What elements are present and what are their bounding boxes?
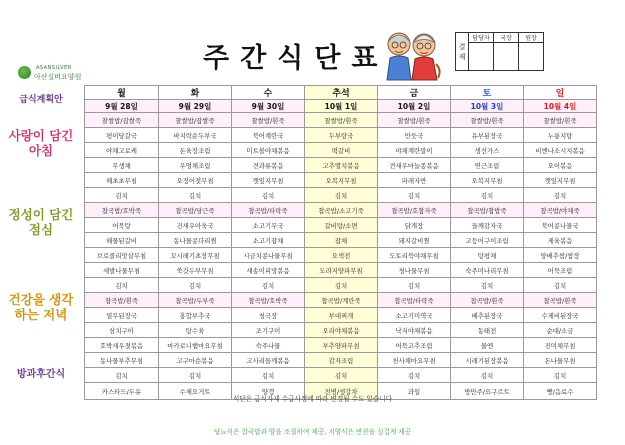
menu-item-cell: 야채계란말이: [378, 143, 451, 158]
menu-item-cell: 생선가스: [451, 143, 524, 158]
day-header-row: [85, 86, 597, 100]
snack-item-cell: 방만주/요구르트: [451, 383, 524, 400]
menu-item-cell: 탕평채: [451, 248, 524, 263]
snack-item-cell: 양갱: [232, 383, 305, 400]
menu-item-cell: 김치: [305, 368, 378, 383]
signature-cell[interactable]: [469, 43, 494, 71]
facility-logo: [18, 66, 102, 82]
menu-item-cell: 낙지야채볶음: [378, 323, 451, 338]
menu-item-cell: 바지락순두부국: [159, 128, 232, 143]
snack-item-cell: 카스타드/두유: [85, 383, 159, 400]
date-cell: 9월 28일: [85, 100, 159, 113]
menu-item-cell: 조기구이: [232, 323, 305, 338]
menu-item-cell: 세발나물무침: [85, 263, 159, 278]
menu-item-cell: 새송이피망볶음: [232, 263, 305, 278]
menu-row: [85, 263, 597, 278]
menu-item-cell: 닭개장: [378, 218, 451, 233]
approval-signature-box: [455, 32, 544, 71]
breakfast-label: 사랑이 담긴 아침: [8, 128, 74, 158]
menu-item-cell: 찹곡밥/당근죽: [159, 203, 232, 218]
lunch-section: [85, 203, 597, 293]
menu-change-notice: 식단은 급식자재 수급사정에 따라 변경될 수도 있습니다: [232, 395, 393, 403]
menu-item-cell: 파래자반: [378, 173, 451, 188]
menu-item-cell: 오복지무침: [451, 173, 524, 188]
menu-item-cell: 탕수육: [159, 323, 232, 338]
date-cell: 9월 30일: [232, 100, 305, 113]
snack-item-cell: 빵/음료수: [524, 383, 597, 400]
menu-item-cell: 찹곡밥/타락죽: [378, 293, 451, 308]
diet-guidance-note: 당뇨식은 잡곡밥과 양을 조절하여 제공, 저염식은 반찬을 싱겁게 제공: [213, 428, 412, 436]
date-header-row: [85, 100, 597, 113]
menu-item-cell: 누룽지탕: [524, 128, 597, 143]
menu-item-cell: 홍합부추국: [159, 308, 232, 323]
menu-item-cell: 김치: [524, 368, 597, 383]
snack-label: 방과후간식: [16, 369, 66, 380]
menu-item-cell: 오색전: [305, 248, 378, 263]
menu-item-cell: 찹곡밥/소고기죽: [305, 203, 378, 218]
menu-item-cell: 오징어젓무침: [159, 173, 232, 188]
date-cell: 10월 2일: [378, 100, 451, 113]
menu-item-cell: 찰쌀밥/잡쌀죽: [85, 113, 159, 128]
day-name-cell: 추석: [305, 86, 378, 100]
menu-item-cell: 소고기미역국: [378, 308, 451, 323]
menu-item-cell: 미트볼야채볶음: [232, 143, 305, 158]
menu-row: [85, 158, 597, 173]
menu-row: [85, 143, 597, 158]
elderly-couple-illustration-icon: [380, 26, 444, 82]
dinner-label: 건강을 생각하는 저녁: [8, 292, 74, 322]
menu-item-cell: 김치: [85, 368, 159, 383]
date-cell: 10월 3일: [451, 100, 524, 113]
menu-item-cell: 숙주나물: [232, 338, 305, 353]
snack-item-cell: 과일: [378, 383, 451, 400]
menu-item-cell: 잡채: [305, 233, 378, 248]
menu-item-cell: 김치: [232, 368, 305, 383]
menu-item-cell: 떡갈비: [305, 143, 378, 158]
menu-item-cell: 김치: [451, 188, 524, 203]
menu-item-cell: 오이볶음: [524, 158, 597, 173]
menu-item-cell: 동태전: [451, 323, 524, 338]
menu-item-cell: 김치: [232, 188, 305, 203]
menu-item-cell: 김치: [451, 278, 524, 293]
menu-item-cell: 김치: [305, 278, 378, 293]
menu-item-cell: 찹곡밥/야채죽: [524, 203, 597, 218]
lunch-label: 정성이 담긴 점심: [8, 207, 74, 237]
logo-mark-icon: [18, 66, 31, 79]
menu-item-cell: 어묵고추조림: [378, 338, 451, 353]
day-name-cell: 금: [378, 86, 451, 100]
menu-row: [85, 128, 597, 143]
menu-item-cell: 오복지무침: [305, 173, 378, 188]
menu-item-cell: 찰쌀밥/잡쌀죽: [159, 113, 232, 128]
date-cell: 10월 1일: [305, 100, 378, 113]
menu-item-cell: 시래기된장볶음: [451, 353, 524, 368]
menu-item-cell: 무생채: [85, 158, 159, 173]
menu-item-cell: 동나물콩다리찜: [159, 233, 232, 248]
menu-item-cell: 건새우아욱국: [159, 218, 232, 233]
menu-row: [85, 323, 597, 338]
menu-item-cell: 찹곡밥/흰죽: [451, 293, 524, 308]
menu-item-cell: 깻잎지무침: [232, 173, 305, 188]
menu-item-cell: 쑥갓두부무침: [159, 263, 232, 278]
menu-item-cell: 김치: [232, 278, 305, 293]
menu-row: [85, 113, 597, 128]
menu-item-cell: 김치: [305, 188, 378, 203]
menu-item-cell: 열무된장국: [85, 308, 159, 323]
menu-item-cell: 김치: [159, 368, 232, 383]
day-name-cell: 월: [85, 86, 159, 100]
menu-item-cell: 만둣국: [378, 128, 451, 143]
menu-item-cell: 찹곡밥/흰죽: [85, 293, 159, 308]
menu-item-cell: 연근조림: [451, 158, 524, 173]
menu-item-cell: 찰쌀밥/흰죽: [378, 113, 451, 128]
menu-item-cell: 깻잎지무침: [524, 173, 597, 188]
menu-item-cell: 유부된장국: [451, 128, 524, 143]
menu-item-cell: 들깨감자국: [451, 218, 524, 233]
signature-cell[interactable]: [519, 43, 544, 71]
approval-side-label: 결재: [456, 33, 469, 71]
day-name-cell: 수: [232, 86, 305, 100]
logo-korean-text: 아산실버요양원: [34, 73, 82, 81]
menu-item-cell: 동나물부추무침: [85, 353, 159, 368]
menu-item-cell: 찹곡밥/흰죽: [524, 293, 597, 308]
menu-item-cell: 고구마순볶음: [159, 353, 232, 368]
approval-role-head: 원장: [519, 33, 544, 43]
menu-item-cell: 찹곡밥/찹밥죽: [451, 203, 524, 218]
menu-item-cell: 김치: [451, 368, 524, 383]
menu-row: [85, 218, 597, 233]
menu-row: [85, 188, 597, 203]
menu-item-cell: 오리야채볶음: [305, 323, 378, 338]
menu-row: [85, 353, 597, 368]
weekly-menu-table: [84, 85, 597, 400]
day-name-cell: 화: [159, 86, 232, 100]
menu-item-cell: 순대/소금: [524, 323, 597, 338]
menu-item-cell: 소고기잡채: [232, 233, 305, 248]
menu-item-cell: 찰쌀밥/흰죽: [232, 113, 305, 128]
menu-item-cell: 김치: [524, 188, 597, 203]
menu-item-cell: 비엔나소시지볶음: [524, 143, 597, 158]
menu-item-cell: 물엔: [451, 338, 524, 353]
menu-item-cell: 고추멸치볶음: [305, 158, 378, 173]
menu-item-cell: 해초초무침: [85, 173, 159, 188]
menu-row: [85, 278, 597, 293]
date-cell: 10월 4일: [524, 100, 597, 113]
menu-item-cell: 김치: [85, 188, 159, 203]
date-cell: 9월 29일: [159, 100, 232, 113]
breakfast-section: [85, 113, 597, 203]
snack-item-cell: 전병/생강차: [305, 383, 378, 400]
menu-item-cell: 찹곡밥/호박죽: [85, 203, 159, 218]
menu-item-cell: 호박새우젓볶음: [85, 338, 159, 353]
menu-item-cell: 청나물무침: [378, 263, 451, 278]
menu-item-cell: 배추된장국: [451, 308, 524, 323]
menu-item-cell: 김치: [378, 188, 451, 203]
menu-item-cell: 돼지갈비찜: [378, 233, 451, 248]
menu-item-cell: 삼치구이: [85, 323, 159, 338]
menu-item-cell: 김치: [378, 278, 451, 293]
menu-item-cell: 찹곡밥/타락죽: [232, 203, 305, 218]
approval-role-director: 국장: [494, 33, 519, 43]
menu-row: [85, 308, 597, 323]
menu-item-cell: 숙주미나리무침: [451, 263, 524, 278]
approval-role-staff: 담당자: [469, 33, 494, 43]
menu-item-cell: 두부탕국: [305, 128, 378, 143]
menu-item-cell: 돈육장조림: [159, 143, 232, 158]
menu-item-cell: 견새우마늘종볶음: [378, 158, 451, 173]
signature-cell[interactable]: [494, 43, 519, 71]
menu-item-cell: 청국장: [232, 308, 305, 323]
menu-row: [85, 173, 597, 188]
menu-item-cell: 감자조림: [305, 353, 378, 368]
menu-item-cell: 해물된갈비: [85, 233, 159, 248]
menu-item-cell: 부추양파무침: [305, 338, 378, 353]
dinner-section: [85, 293, 597, 383]
menu-item-cell: 김치: [159, 278, 232, 293]
menu-item-cell: 마카로니햄마요무침: [159, 338, 232, 353]
menu-item-cell: 우엉채조림: [159, 158, 232, 173]
menu-row: [85, 248, 597, 263]
menu-item-cell: 찰쌀밥/흰죽: [524, 113, 597, 128]
menu-item-cell: 북어계란국: [232, 128, 305, 143]
menu-item-cell: 찹곡밥/호박죽: [232, 293, 305, 308]
menu-row: [85, 368, 597, 383]
menu-item-cell: 도라지양파무침: [305, 263, 378, 278]
menu-item-cell: 고등어구이조림: [451, 233, 524, 248]
menu-item-cell: 김치: [159, 188, 232, 203]
menu-item-cell: 어묵조림: [524, 263, 597, 278]
menu-row: [85, 203, 597, 218]
snack-item-cell: 수제요거트: [159, 383, 232, 400]
menu-item-cell: 야채고로케: [85, 143, 159, 158]
menu-item-cell: 돈나물무침: [524, 353, 597, 368]
menu-item-cell: 꼬시래기초장무침: [159, 248, 232, 263]
menu-item-cell: 찰쌀밥/흰죽: [305, 113, 378, 128]
menu-item-cell: 어묵탕: [85, 218, 159, 233]
menu-row: [85, 338, 597, 353]
menu-item-cell: 천사채마요무침: [378, 353, 451, 368]
menu-item-cell: 고사리들깨볶음: [232, 353, 305, 368]
menu-item-cell: 북어콩나물국: [524, 218, 597, 233]
menu-item-cell: 브로콜리맛살무침: [85, 248, 159, 263]
menu-item-cell: 도토리묵야채무침: [378, 248, 451, 263]
menu-item-cell: 찰쌀밥/흰죽: [451, 113, 524, 128]
menu-item-cell: 김치: [378, 368, 451, 383]
plan-label: 급식계획안: [19, 95, 63, 105]
menu-row: [85, 233, 597, 248]
menu-item-cell: 부대찌개: [305, 308, 378, 323]
menu-item-cell: 김치: [524, 278, 597, 293]
logo-english-text: ASANSILVER: [36, 65, 72, 71]
menu-item-cell: 소고기무국: [232, 218, 305, 233]
page-title: 주간식단표: [203, 43, 389, 74]
day-name-cell: 일: [524, 86, 597, 100]
menu-item-cell: 찹곡밥/두부죽: [159, 293, 232, 308]
menu-item-cell: 진미채무침: [524, 338, 597, 353]
menu-item-cell: 찹곡밥/계란죽: [305, 293, 378, 308]
menu-item-cell: 시금치콩나물무침: [232, 248, 305, 263]
menu-item-cell: 견과류볶음: [232, 158, 305, 173]
day-name-cell: 토: [451, 86, 524, 100]
menu-item-cell: 평이당갈국: [85, 128, 159, 143]
menu-row: [85, 293, 597, 308]
menu-item-cell: 수제비된장국: [524, 308, 597, 323]
menu-item-cell: 양배추쌈/쌈장: [524, 248, 597, 263]
menu-item-cell: 김치: [85, 278, 159, 293]
menu-item-cell: 찹곡밥/호찹자죽: [378, 203, 451, 218]
menu-item-cell: 갈비탕/소면: [305, 218, 378, 233]
menu-item-cell: 제육볶음: [524, 233, 597, 248]
